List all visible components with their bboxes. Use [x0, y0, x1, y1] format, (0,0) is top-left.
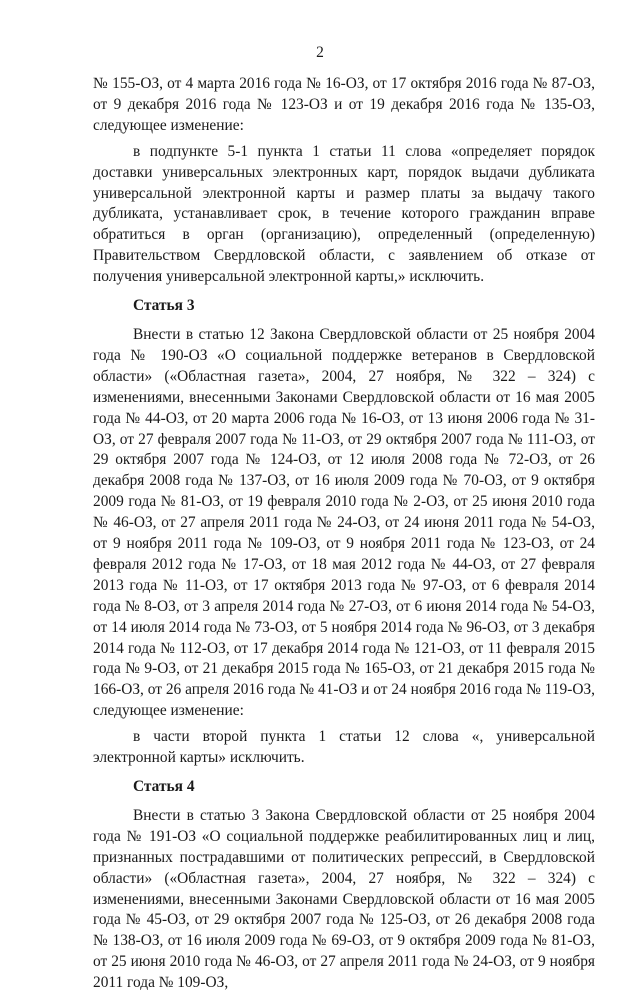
document-body: [93, 74, 595, 994]
paragraph-amendment-article-11: в подпункте 5-1 пункта 1 статьи 11 слова «определяет порядок доставки универсальных электронных карт, порядок выдачи дубликата универсальной электронной карты и размер платы за выдачу такого дубликата, устанавливает срок, в течение которого гражданин вправе обратиться в орган (организацию), определенный (определенную) Правительством Свердловской области, с заявлением об отказе от получения универсальной электронной карты,» исключить.: [93, 142, 595, 286]
paragraph-article-3-intro: Внести в статью 12 Закона Свердловской области от 25 ноября 2004 года № 190-ОЗ «О социальной поддержке ветеранов в Свердловской области» («Областная газета», 2004, 27 ноября, № 322 – 324) с изменениями, внесенными Законами Свердловской области от 16 мая 2005 года № 44-ОЗ, от 20 марта 2006 года № 16-ОЗ, от 13 июня 2006 года № 31-ОЗ, от 27 февраля 2007 года № 11-ОЗ, от 29 октября 2007 года № 111-ОЗ, от 29 октября 2007 года № 124-ОЗ, от 12 июля 2008 года № 72-ОЗ, от 26 декабря 2008 года № 137-ОЗ, от 16 июля 2009 года № 70-ОЗ, от 9 октября 2009 года № 81-ОЗ, от 19 февраля 2010 года № 2-ОЗ, от 25 июня 2010 года № 46-ОЗ, от 27 апреля 2011 года № 24-ОЗ, от 24 июня 2011 года № 54-ОЗ, от 9 ноября 2011 года № 109-ОЗ, от 9 ноября 2011 года № 123-ОЗ, от 24 февраля 2012 года № 17-ОЗ, от 18 мая 2012 года № 44-ОЗ, от 27 февраля 2013 года № 11-ОЗ, от 17 октября 2013 года № 97-ОЗ, от 6 февраля 2014 года № 8-ОЗ, от 3 апреля 2014 года № 27-ОЗ, от 6 июня 2014 года № 54-ОЗ, от 14 июля 2014 года № 73-ОЗ, от 5 ноября 2014 года № 96-ОЗ, от 3 декабря 2014 года № 112-ОЗ, от 17 декабря 2014 года № 121-ОЗ, от 11 февраля 2015 года № 9-ОЗ, от 21 декабря 2015 года № 165-ОЗ, от 21 декабря 2015 года № 166-ОЗ, от 26 апреля 2016 года № 41-ОЗ и от 24 ноября 2016 года № 119-ОЗ, следующее изменение:: [93, 325, 595, 720]
heading-article-4: Статья 4: [133, 778, 195, 795]
paragraph-amendment-article-12: в части второй пункта 1 статьи 12 слова «, универсальной электронной карты» исключить.: [93, 728, 595, 767]
page-number: 2: [316, 44, 324, 61]
paragraph-continuation: № 155-ОЗ, от 4 марта 2016 года № 16-ОЗ, от 17 октября 2016 года № 87-ОЗ, от 9 декабря 2016 года № 123-ОЗ и от 19 декабря 2016 года № 135-ОЗ, следующее изменение:: [93, 75, 595, 134]
paragraph-article-4-intro: Внести в статью 3 Закона Свердловской области от 25 ноября 2004 года № 191-ОЗ «О социальной поддержке реабилитированных лиц и лиц, признанных пострадавшими от политических репрессий, в Свердловской области» («Областная газета», 2004, 27 ноября, № 322 – 324) с изменениями, внесенными Законами Свердловской области от 16 мая 2005 года № 45-ОЗ, от 29 октября 2007 года № 125-ОЗ, от 26 декабря 2008 года № 138-ОЗ, от 16 июля 2009 года № 69-ОЗ, от 9 октября 2009 года № 81-ОЗ, от 25 июня 2010 года № 46-ОЗ, от 27 апреля 2011 года № 24-ОЗ, от 9 ноября 2011 года № 109-ОЗ,: [93, 806, 595, 992]
heading-article-3: Статья 3: [133, 297, 195, 315]
